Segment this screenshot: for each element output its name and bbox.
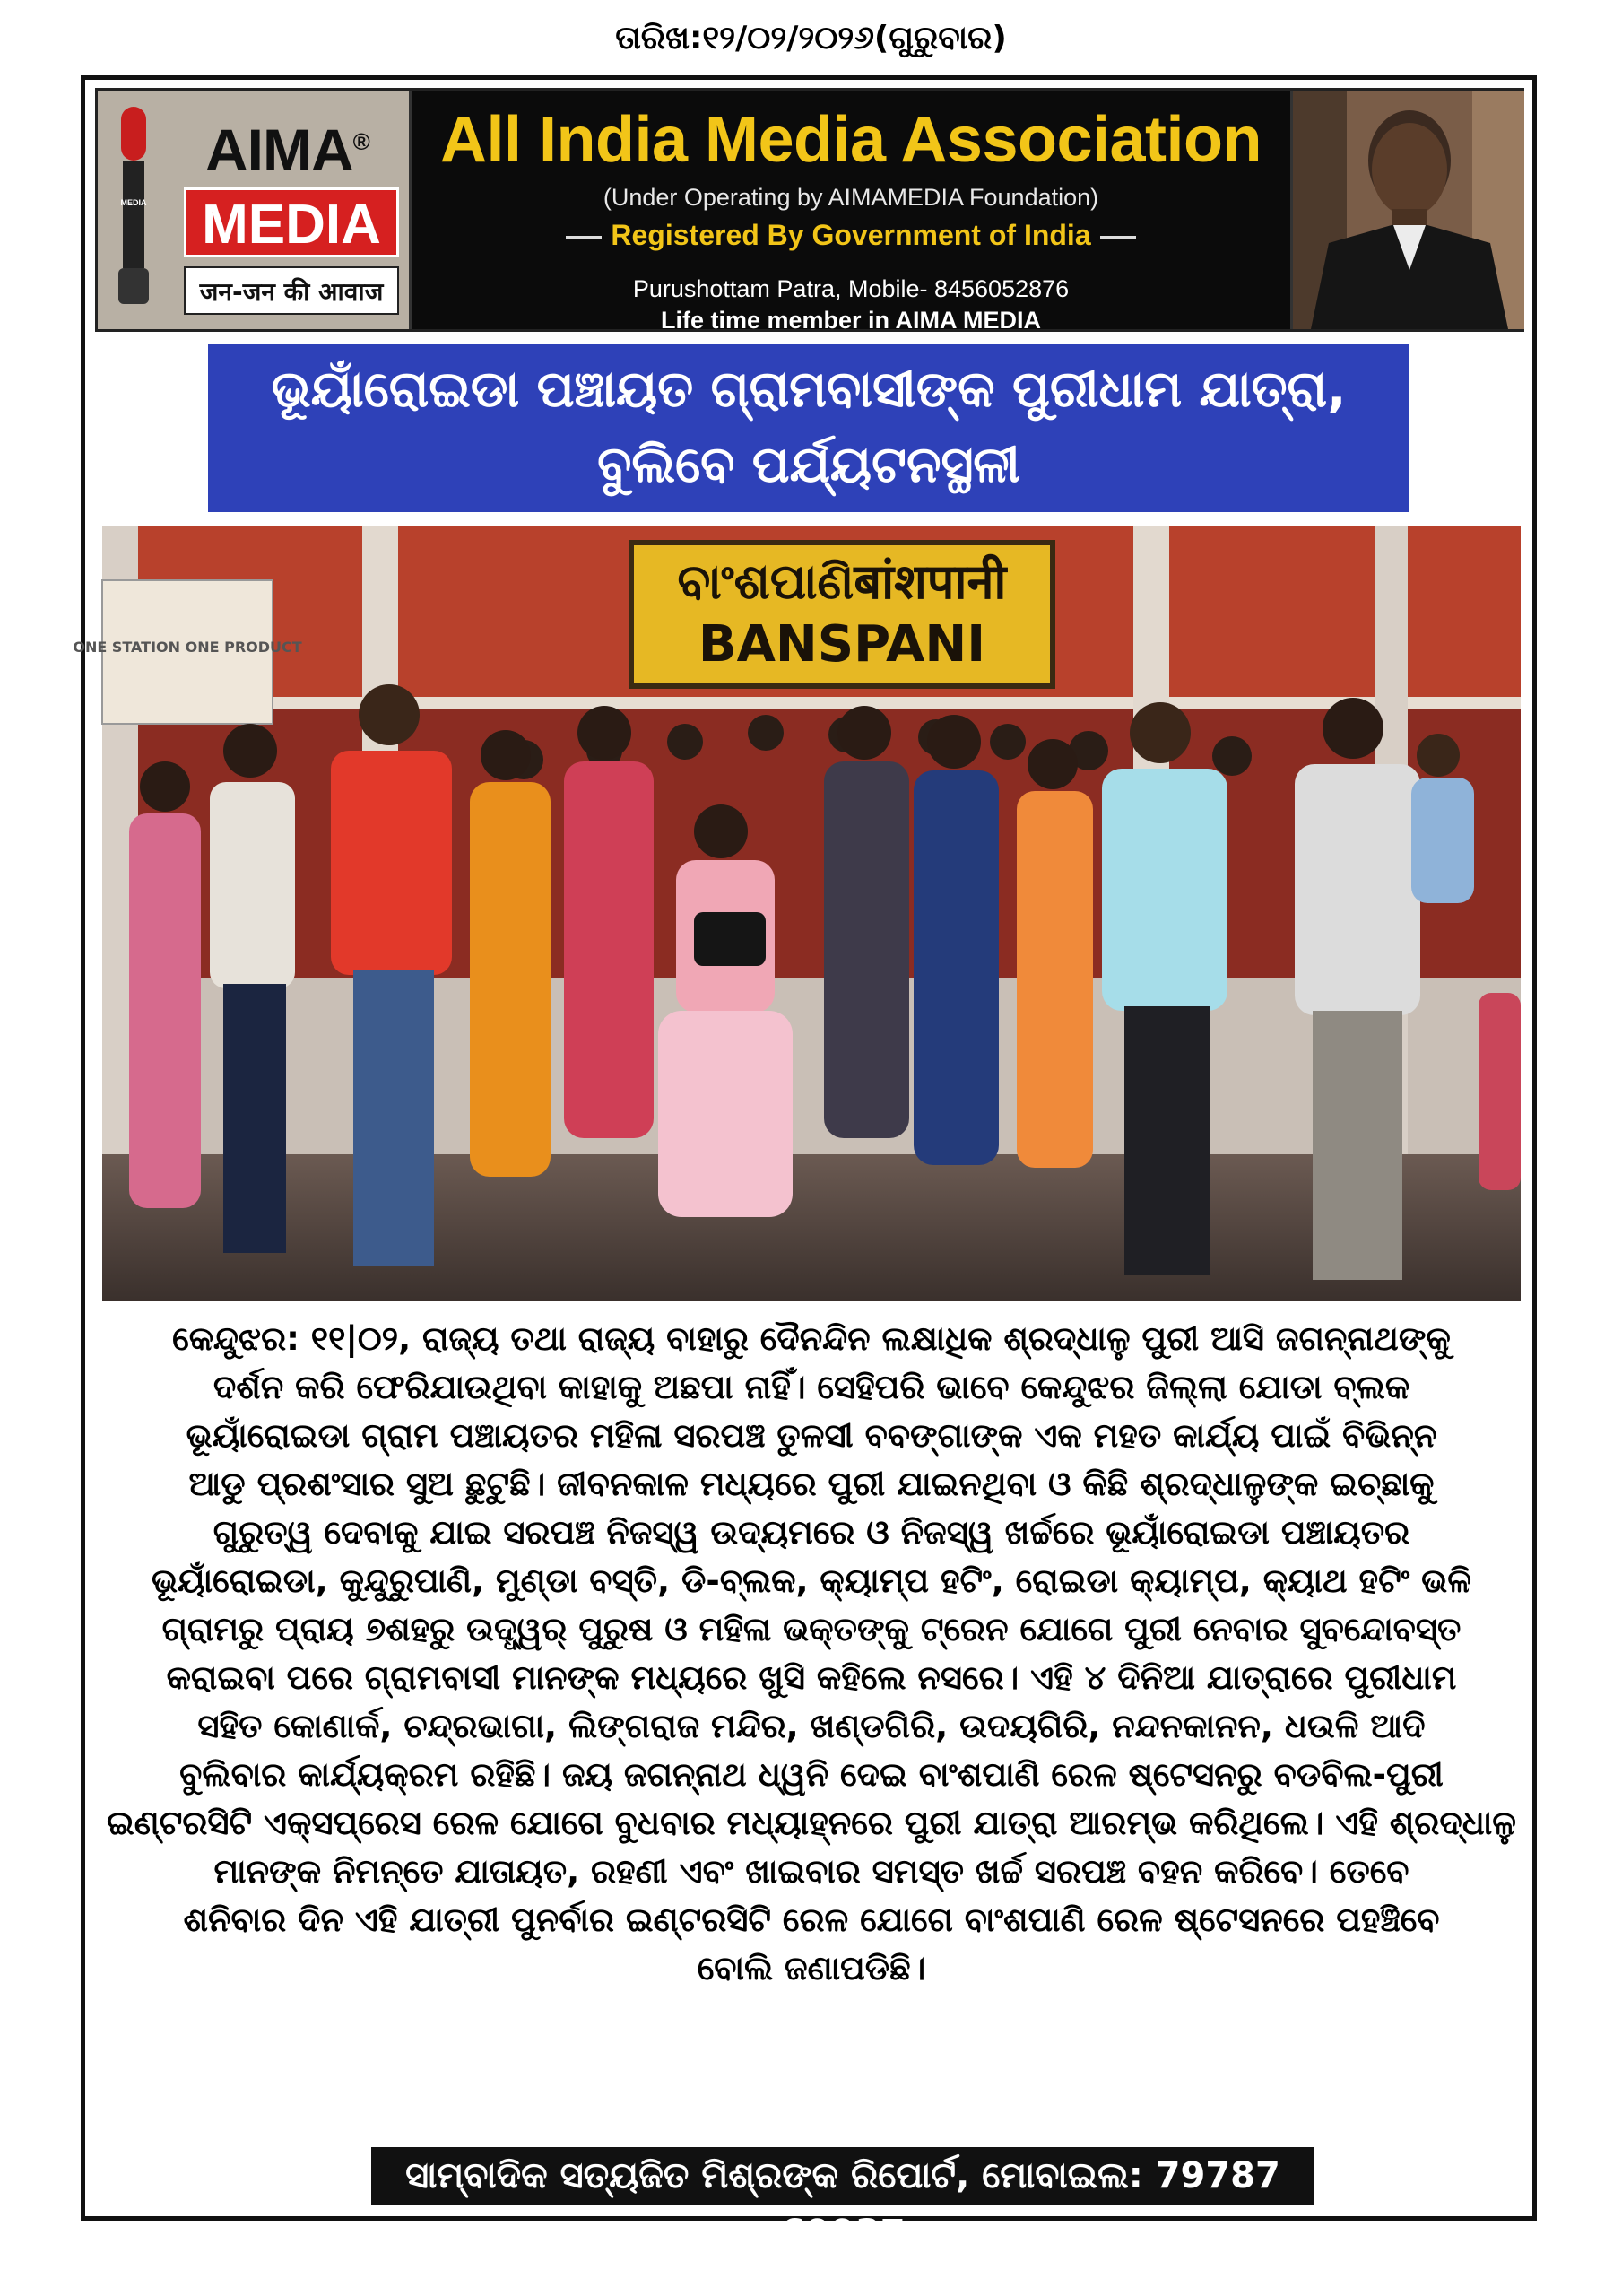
logo-brand xyxy=(205,116,369,184)
article-line: ଦର୍ଶନ କରି ଫେରିଯାଉଥିବା କାହାକୁ ଅଛପା ନାହିଁ। ସେହିପରି ଭାବେ କେନ୍ଦୁଝର ଜିଲ୍ଲା ଯୋଡା ବ୍ଲକ xyxy=(213,1368,1410,1406)
group-photo xyxy=(73,526,1521,1301)
article-line: ବୋଲି ଜଣାପଡିଛି। xyxy=(697,1949,926,1987)
header-banner xyxy=(95,88,1524,332)
date-line: ତାରିଖ:୧୨/୦୨/୨୦୨୬(ଗୁରୁବାର) xyxy=(615,20,1007,57)
banner-center xyxy=(412,91,1290,334)
registered-text: Registered By Government of India xyxy=(611,219,1091,251)
station-sign-english: BANSPANI xyxy=(698,615,986,674)
member-portrait xyxy=(1290,91,1522,329)
divider-left xyxy=(566,236,602,239)
registered-mark: ® xyxy=(352,128,369,155)
article-line: ଇଣ୍ଟରସିଟି ଏକ୍ସପ୍ରେସ ରେଳ ଯୋଗେ ବୁଧବାର ମଧ୍ୟାହ୍ନରେ ପୁରୀ ଯାତ୍ରା ଆରମ୍ଭ କରିଥିଲେ। ଏହି ଶ୍ରଦ୍ଧାଳୁ xyxy=(106,1804,1517,1842)
article-line: ଭୂୟାଁରୋଇଡା ଗ୍ରାମ ପଞ୍ଚାୟତର ମହିଳା ସରପଞ୍ଚ ତୁଳସୀ ବବଙ୍ଗାଙ୍କ ଏକ ମହତ କାର୍ଯ୍ୟ ପାଇଁ ବିଭିନ୍ନ xyxy=(186,1416,1437,1455)
article-line: କରାଇବା ପରେ ଗ୍ରାମବାସୀ ମାନଙ୍କ ମଧ୍ୟରେ ଖୁସି କହିଲେ ନସରେ। ଏହି ୪ ଦିନିଆ ଯାତ୍ରାରେ ପୁରୀଧାମ xyxy=(166,1658,1457,1697)
poster-text: ONE STATION ONE PRODUCT xyxy=(73,639,302,656)
article-line: ଭୂୟାଁରୋଇଡା, କୁନ୍ଦୁରୁପାଣି, ମୁଣ୍ଡା ବସ୍ତି, ଡି-ବ୍ଲକ, କ୍ୟାମ୍ପ ହଟିଂ, ରୋଇଡା କ୍ୟାମ୍ପ, କ୍ୟାଥ ହଟିଂ ଭଳି xyxy=(151,1561,1471,1600)
logo-brand-text: AIMA xyxy=(205,117,353,183)
article-line: ଗ୍ରାମରୁ ପ୍ରାୟ ୭ଶହରୁ ଉଦ୍ଧ୍ୱର୍ ପୁରୁଷ ଓ ମହିଳା ଭକ୍ତଙ୍କୁ ଟ୍ରେନ ଯୋଗେ ପୁରୀ ନେବାର ସୁବନ୍ଦୋବସ୍ତ xyxy=(161,1610,1462,1648)
headline-line-1: ଭୂୟାଁରୋଇଡା ପଞ୍ଚାୟତ ଗ୍ରାମବାସୀଙ୍କ ପୁରୀଧାମ ଯାତ୍ରା, xyxy=(271,361,1347,419)
reporter-credit: ସାମ୍ବାଦିକ ସତ୍ୟଜିତ ମିଶ୍ରଙ୍କ ରିପୋର୍ଟ, ମୋବାଇଲ: 79787 69937 xyxy=(371,2147,1314,2205)
org-name: All India Media Association xyxy=(440,104,1262,176)
logo-media: MEDIA xyxy=(184,187,399,257)
aima-logo xyxy=(98,91,412,329)
headline-line-2: ବୁଲିବେ ପର୍ଯ୍ୟଟନସ୍ଥଳୀ xyxy=(597,436,1020,494)
logo-slogan: जन-जन की आवाज xyxy=(184,266,399,315)
station-sign-odia: ବାଂଶପାଣିबांशपानी xyxy=(677,553,1007,610)
operating-by: (Under Operating by AIMAMEDIA Foundation) xyxy=(603,184,1099,211)
contact-line: Purushottam Patra, Mobile- 8456052876 xyxy=(632,275,1070,302)
article-line: ମାନଙ୍କ ନିମନ୍ତେ ଯାତାୟତ, ରହଣୀ ଏବଂ ଖାଇବାର ସମସ୍ତ ଖର୍ଚ୍ଚ ସରପଞ୍ଚ ବହନ କରିବେ। ତେବେ xyxy=(213,1852,1409,1891)
headline xyxy=(208,344,1409,512)
article-line: କେନ୍ଦୁଝର: ୧୧|୦୨, ରାଜ୍ୟ ତଥା ରାଜ୍ୟ ବାହାରୁ ଦୈନନ୍ଦିନ ଲକ୍ଷାଧିକ ଶ୍ରଦ୍ଧାଳୁ ପୁରୀ ଆସି ଜଗନ୍ନାଥଙ୍କୁ xyxy=(172,1319,1451,1358)
article-body xyxy=(100,1315,1522,1993)
station-photo-illustration xyxy=(73,526,1521,1301)
article-line: ଶନିବାର ଦିନ ଏହି ଯାତ୍ରୀ ପୁନର୍ବାର ଇଣ୍ଟରସିଟି ରେଳ ଯୋଗେ ବାଂଶପାଣି ରେଳ ଷ୍ଟେସନରେ ପହଞ୍ଚିବେ xyxy=(183,1900,1440,1939)
portrait-illustration xyxy=(1293,91,1524,329)
article-line: ଗୁରୁତ୍ୱ ଦେବାକୁ ଯାଇ ସରପଞ୍ଚ ନିଜସ୍ୱ ଉଦ୍ୟମରେ ଓ ନିଜସ୍ୱ ଖର୍ଚ୍ଚରେ ଭୂୟାଁରୋଇଡା ପଞ୍ଚାୟତର xyxy=(213,1513,1410,1552)
membership-line: Life time member in AIMA MEDIA xyxy=(660,307,1042,334)
article-line: ଆଡୁ ପ୍ରଶଂସାର ସୁଅ ଛୁଟୁଛି। ଜୀବନକାଳ ମଧ୍ୟରେ ପୁରୀ ଯାଇନଥିବା ଓ କିଛି ଶ୍ରଦ୍ଧାଳୁଙ୍କ ଇଚ୍ଛାକୁ xyxy=(188,1465,1435,1503)
registered-line xyxy=(412,219,1290,252)
divider-right xyxy=(1100,236,1136,239)
article-line: ସହିତ କୋଣାର୍କ, ଚନ୍ଦ୍ରଭାଗା, ଲିଙ୍ଗରାଜ ମନ୍ଦିର, ଖଣ୍ଡଗିରି, ଉଦୟଗିରି, ନନ୍ଦନକାନନ, ଧଉଳି ଆଦି xyxy=(197,1707,1426,1745)
mic-label: MEDIA xyxy=(120,198,147,207)
article-line: ବୁଲିବାର କାର୍ଯ୍ୟକ୍ରମ ରହିଛି। ଜୟ ଜଗନ୍ନାଥ ଧ୍ୱନି ଦେଇ ବାଂଶପାଣି ରେଳ ଷ୍ଟେସନରୁ ବଡବିଲ-ପୁରୀ xyxy=(179,1755,1444,1794)
microphone-icon xyxy=(114,107,153,313)
